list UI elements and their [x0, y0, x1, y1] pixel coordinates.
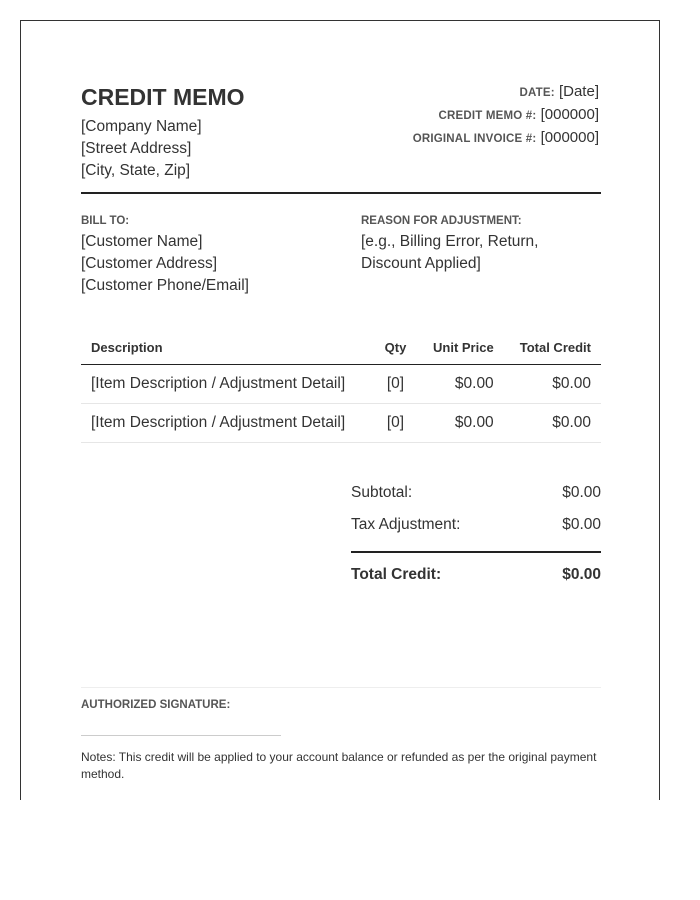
bill-to-label: BILL TO:: [81, 215, 130, 227]
totals-divider: [351, 551, 601, 553]
signature-divider: [81, 687, 601, 688]
company-street: [Street Address]: [81, 140, 192, 157]
items-header-row: [81, 330, 601, 365]
reason-line-1: [e.g., Billing Error, Return,: [361, 233, 539, 250]
tax-value: $0.00: [562, 516, 601, 533]
item-total-credit: $0.00: [504, 365, 601, 404]
header-qty: Qty: [373, 330, 417, 365]
item-description: [Item Description / Adjustment Detail]: [81, 404, 373, 443]
reason-block: [361, 231, 601, 275]
tax-row: [351, 509, 601, 541]
reason-line-2: Discount Applied]: [361, 255, 481, 272]
item-total-credit: $0.00: [504, 404, 601, 443]
subtotal-label: Subtotal:: [351, 484, 413, 501]
item-qty: [0]: [373, 404, 417, 443]
items-table: [81, 330, 601, 443]
bill-to-block: [81, 231, 249, 297]
total-credit-label: Total Credit:: [351, 566, 442, 583]
header-description: Description: [81, 330, 373, 365]
subtotal-value: $0.00: [562, 484, 601, 501]
meta-date-label: DATE:: [519, 87, 555, 99]
header-divider: [81, 192, 601, 194]
item-unit-price: $0.00: [418, 404, 504, 443]
signature-line: [81, 735, 281, 736]
item-qty: [0]: [373, 365, 417, 404]
company-city: [City, State, Zip]: [81, 162, 191, 179]
company-info: [81, 116, 202, 182]
item-unit-price: $0.00: [418, 365, 504, 404]
item-description: [Item Description / Adjustment Detail]: [81, 365, 373, 404]
meta-date-value: [Date]: [558, 83, 599, 100]
meta-memo-number-value: [000000]: [540, 106, 599, 123]
subtotal-row: [351, 477, 601, 509]
notes-text: Notes: This credit will be applied to your account balance or refunded as per the original payment method.: [81, 750, 597, 781]
table-row: [81, 404, 601, 443]
meta-invoice-number-label: ORIGINAL INVOICE #:: [412, 133, 537, 145]
customer-address: [Customer Address]: [81, 255, 218, 272]
document-title: CREDIT MEMO: [81, 84, 245, 110]
totals-block: [351, 477, 601, 591]
tax-label: Tax Adjustment:: [351, 516, 461, 533]
credit-memo-page: [20, 20, 660, 800]
customer-contact: [Customer Phone/Email]: [81, 277, 249, 294]
header-total-credit: Total Credit: [504, 330, 601, 365]
total-credit-value: $0.00: [562, 566, 601, 583]
customer-name: [Customer Name]: [81, 233, 203, 250]
company-name: [Company Name]: [81, 118, 202, 135]
signature-label: AUTHORIZED SIGNATURE:: [81, 699, 231, 711]
meta-invoice-number: [413, 127, 599, 150]
meta-memo-number: [413, 104, 599, 127]
header-unit-price: Unit Price: [418, 330, 504, 365]
reason-label: REASON FOR ADJUSTMENT:: [361, 215, 522, 227]
memo-meta: [413, 81, 599, 150]
total-credit-row: [351, 559, 601, 591]
table-row: [81, 365, 601, 404]
meta-invoice-number-value: [000000]: [540, 129, 599, 146]
meta-date: [413, 81, 599, 104]
meta-memo-number-label: CREDIT MEMO #:: [438, 110, 537, 122]
